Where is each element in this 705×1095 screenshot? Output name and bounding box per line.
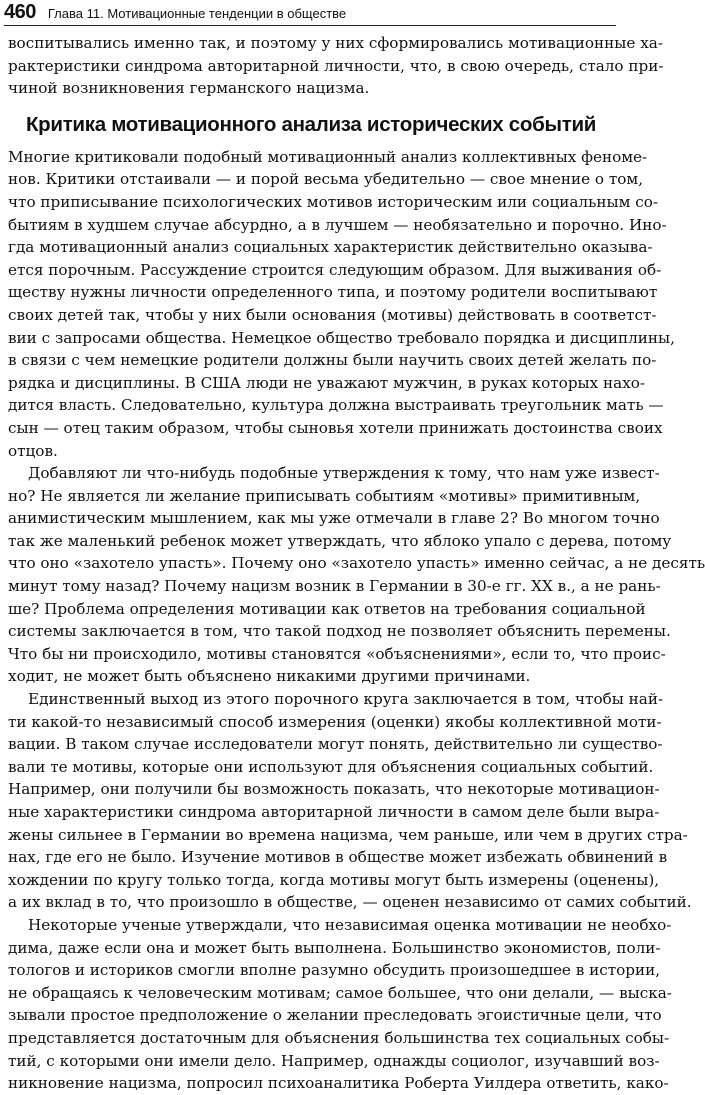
text-line: не обращаясь к человеческим мотивам; самое большее, что они делали, — выска- [8, 983, 672, 1002]
text-line: никновение нацизма, попросил психоаналитика Роберта Уилдера ответить, како- [8, 1074, 669, 1093]
text-line: зывали простое предположение о желании преследовать эгоистичные цели, что [8, 1006, 662, 1025]
text-line: своих детей так, чтобы у них были основания (мотивы) действовать в соответст- [8, 305, 657, 324]
text-line: дима, даже если она и может быть выполнена. Большинство экономистов, поли- [8, 938, 661, 957]
text-line: вии с запросами общества. Немецкое общество требовало порядка и дисциплины, [8, 328, 675, 347]
text-line: сын — отец таким образом, чтобы сыновья хотели принижать достоинства своих [8, 418, 663, 437]
text-line: в связи с чем немецкие родители должны были научить своих детей желать по- [8, 351, 657, 370]
paragraph [8, 462, 705, 688]
paragraph [8, 688, 692, 914]
text-line: ше? Проблема определения мотивации как ответов на требования социальной [8, 599, 646, 618]
text-line: воспитывались именно так, и поэтому у них сформировались мотивационные ха- [8, 34, 663, 52]
body-text [8, 32, 705, 1095]
text-line: а их вклад в то, что произошло в обществе, — оценен независимо от самих событий. [8, 893, 692, 912]
text-line: Единственный выход из этого порочного круга заключается в том, чтобы най- [28, 690, 664, 709]
section-heading: Критика мотивационного анализа исторических событий [25, 112, 597, 136]
text-line: нах, где его не было. Изучение мотивов в обществе может избежать обвинений в [8, 848, 668, 867]
text-line: отцов. [8, 441, 58, 460]
text-line: Например, они получили бы возможность показать, что некоторые мотивацион- [8, 780, 660, 799]
text-line: представляется достаточным для объяснения большинства тех социальных собы- [8, 1028, 670, 1047]
text-line: ходит, не может быть объяснено никакими другими причинами. [8, 667, 531, 686]
text-line: вации. В таком случае исследователи могут понять, действительно ли существо- [8, 735, 663, 754]
text-line: гда мотивационный анализ социальных характеристик действительно оказыва- [8, 238, 653, 257]
text-line: анимистическим мышлением, как мы уже отмечали в главе 2? Во многом точно [8, 509, 660, 528]
text-line: Некоторые ученые утверждали, что независимая оценка мотивации не необхо- [28, 915, 672, 934]
text-line: Добавляют ли что-нибудь подобные утверждения к тому, что нам уже извест- [28, 464, 660, 483]
text-line: хождении по кругу только тогда, когда мотивы могут быть измерены (оценены), [8, 870, 660, 889]
paragraph-continuation [8, 32, 664, 100]
text-line: чиной возникновения германского нацизма. [8, 79, 370, 98]
text-line: системы заключается в том, что такой подход не позволяет объяснить перемены. [8, 622, 671, 641]
text-line: ществу нужны личности определенного типа, и поэтому родители воспитывают [8, 283, 658, 302]
running-head: Глава 11. Мотивационные тенденции в обществе [47, 6, 347, 21]
text-line: что оно «захотело упасть». Почему оно «захотело упасть» именно сейчас, а не десять [8, 554, 705, 573]
text-line: что приписывание психологических мотивов историческим или социальным со- [8, 192, 658, 211]
text-line: бытиям в худшем случае абсурдно, а в лучшем — необязательно и порочно. Ино- [8, 215, 667, 234]
paragraph [8, 914, 672, 1095]
text-line: но? Не является ли желание приписывать событиям «мотивы» примитивным, [8, 486, 641, 505]
page-header [4, 2, 616, 26]
text-line: Что бы ни происходило, мотивы становятся «объяснениями», если то, что проис- [8, 644, 666, 663]
text-line: так же маленький ребенок может утверждать, что яблоко упало с дерева, потому [8, 531, 672, 550]
text-line: рядка и дисциплины. В США люди не уважают мужчин, в руках которых нахо- [8, 373, 646, 392]
text-line: тологов и историков смогли вполне разумно обсудить произошедшее в истории, [8, 961, 661, 980]
text-line: вали те мотивы, которые они используют для объяснения социальных событий. [8, 757, 654, 776]
text-line: Многие критиковали подобный мотивационный анализ коллективных феноме- [8, 147, 648, 166]
paragraph [8, 146, 675, 462]
text-line: тий, с которыми они имели дело. Например, однажды социолог, изучавший воз- [8, 1051, 660, 1070]
text-line: ные характеристики синдрома авторитарной личности в самом деле были выра- [8, 803, 660, 821]
text-line: дится власть. Следовательно, культура должна выстраивать треугольник мать — [8, 396, 664, 415]
text-line: нов. Критики отстаивали — и порой весьма убедительно — свое мнение о том, [8, 170, 644, 189]
text-line: минут тому назад? Почему нацизм возник в Германии в 30-е гг. XX в., а не рань- [8, 577, 661, 596]
text-line: жены сильнее в Германии во времена нацизма, чем раньше, или чем в других стра- [8, 825, 688, 844]
text-line: ти какой-то независимый способ измерения (оценки) якобы коллективной моти- [8, 712, 662, 731]
page-number: 460 [4, 1, 36, 23]
text-line: ется порочным. Рассуждение строится следующим образом. Для выживания об- [8, 260, 662, 279]
text-line: рактеристики синдрома авторитарной личности, что, в свою очередь, стало при- [8, 56, 664, 75]
